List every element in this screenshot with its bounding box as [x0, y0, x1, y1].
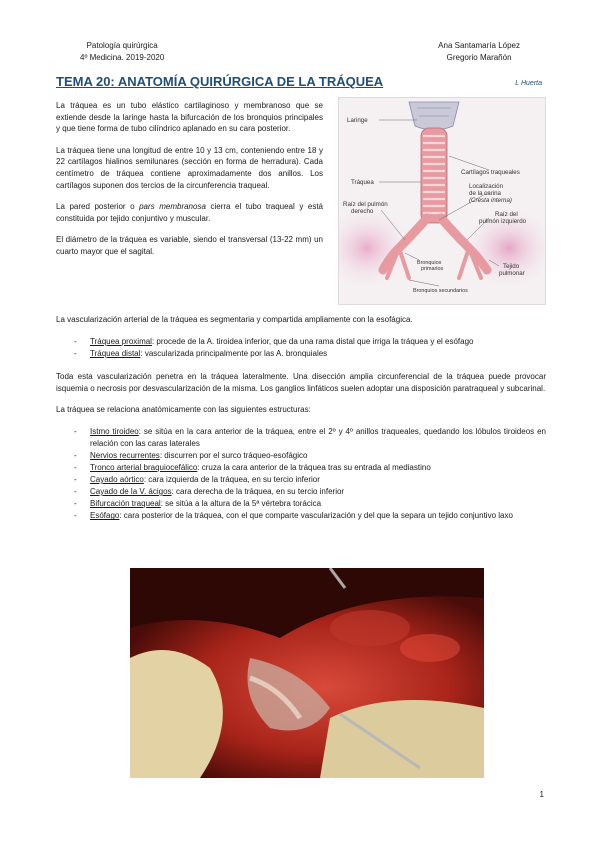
- relations-list: [56, 426, 546, 522]
- intro-paragraph-3: La pared posterior o pars membranosa cierra el tubo traqueal y está constituida por tejido conjuntivo y muscular.: [56, 202, 323, 223]
- label-raiz-derecho-1: Raíz del pulmón: [343, 201, 388, 208]
- label-bronquios-secundarios: Bronquios secundarios: [413, 288, 468, 294]
- label-carina-3: (Cresta interna): [469, 197, 512, 204]
- label-bronquios-primarios-1: Bronquios: [417, 260, 442, 266]
- vasc-paragraph-2: Toda esta vascularización penetra en la tráquea lateralmente. Una disección amplia circunferencial de la tráquea puede provocar isquemia o necrosis por desvascularización de la misma. Los ganglios linfáticos suelen adoptar una disposición paratraqueal y subcarinal.: [56, 372, 546, 393]
- header-right: [438, 40, 520, 64]
- list-item: - Tráquea proximal: procede de la A. tiroidea inferior, que da una rama distal que irriga la tráquea y el esófago: [56, 336, 546, 348]
- label-bronquios-primarios-2: primarios: [421, 266, 444, 272]
- list-item: - Tráquea distal: vascularizada principalmente por las A. bronquiales: [56, 348, 546, 360]
- label-raiz-izquierdo-1: Raíz del: [495, 211, 518, 218]
- list-item: - Cayado aórtico: cara izquierda de la tráquea, en su tercio inferior: [56, 474, 546, 486]
- course-name: Patología quirúrgica: [86, 41, 158, 50]
- intro-column: [56, 100, 323, 268]
- label-tejido-1: Tejido: [503, 263, 520, 270]
- label-traquea: Tráquea: [351, 179, 374, 186]
- list-item: - Bifurcación traqueal: se sitúa a la altura de la 5ª vértebra torácica: [56, 498, 546, 510]
- list-item: - Nervios recurrentes: discurren por el surco tráqueo-esofágico: [56, 450, 546, 462]
- label-carina-1: Localización: [469, 183, 504, 190]
- course-year: 4º Medicina. 2019-2020: [80, 53, 165, 62]
- trachea-illustration: [339, 98, 545, 304]
- surgical-field-image: [130, 568, 484, 778]
- intro-paragraph-2: La tráquea tiene una longitud de entre 10 y 13 cm, conteniendo entre 18 y 22 cartílagos hialinos semilunares (sección en forma de herradura). Cada centímetro de tráquea contiene aproximadamente dos anillos. Los cartílagos suponen dos tercios de la circunferencia traqueal.: [56, 145, 323, 190]
- relations-intro: La tráquea se relaciona anatómicamente con las siguientes estructuras:: [56, 405, 311, 415]
- list-item: - Cayado de la V. ácigos: cara derecha de la tráquea, en su tercio inferior: [56, 486, 546, 498]
- label-raiz-derecho-2: derecho: [351, 208, 374, 215]
- label-carina-2: de la carina: [469, 190, 501, 197]
- intro-paragraph-4: El diámetro de la tráquea es variable, siendo el transversal (13-22 mm) un cuarto mayor que el sagital.: [56, 235, 323, 256]
- list-item: - Istmo tiroideo: se sitúa en la cara anterior de la tráquea, entre el 2º y 4º anillos traqueales, quedando los lóbulos tiroideos en relación con las caras laterales: [56, 426, 546, 449]
- vasc-list: [56, 336, 546, 360]
- label-raiz-izquierdo-2: pulmón izquierdo: [479, 218, 527, 225]
- author-name: Ana Santamaría López: [438, 41, 520, 50]
- label-cartilagos: Cartílagos traqueales: [461, 169, 520, 176]
- main-body: [56, 314, 546, 534]
- lecturer-name: L Huerta: [515, 80, 542, 87]
- hospital-name: Gregorio Marañón: [446, 53, 512, 62]
- intro-paragraph-1: La tráquea es un tubo elástico cartilaginoso y membranoso que se extiende desde la laringe hasta la bifurcación de los bronquios principales y que tiene forma de tubo cilíndrico aplanado en su cara posterior.: [56, 101, 323, 134]
- list-item: - Tronco arterial braquiocefálico: cruza la cara anterior de la tráquea tras su entrada al mediastino: [56, 462, 546, 474]
- page-title: TEMA 20: ANATOMÍA QUIRÚRGICA DE LA TRÁQUEA: [56, 74, 384, 89]
- vasc-intro: La vascularización arterial de la tráquea es segmentaria y compartida ampliamente con la esofágica.: [56, 315, 413, 324]
- page-number: 1: [539, 790, 544, 799]
- label-tejido-2: pulmonar: [499, 270, 525, 277]
- trachea-anatomy-figure: [338, 97, 546, 305]
- surgical-photo: [130, 568, 484, 778]
- label-laringe: Laringe: [347, 117, 368, 124]
- header-left: [80, 40, 164, 64]
- list-item: - Esófago: cara posterior de la tráquea, con el que comparte vascularización y del que la separa un tejido conjuntivo laxo: [56, 510, 546, 522]
